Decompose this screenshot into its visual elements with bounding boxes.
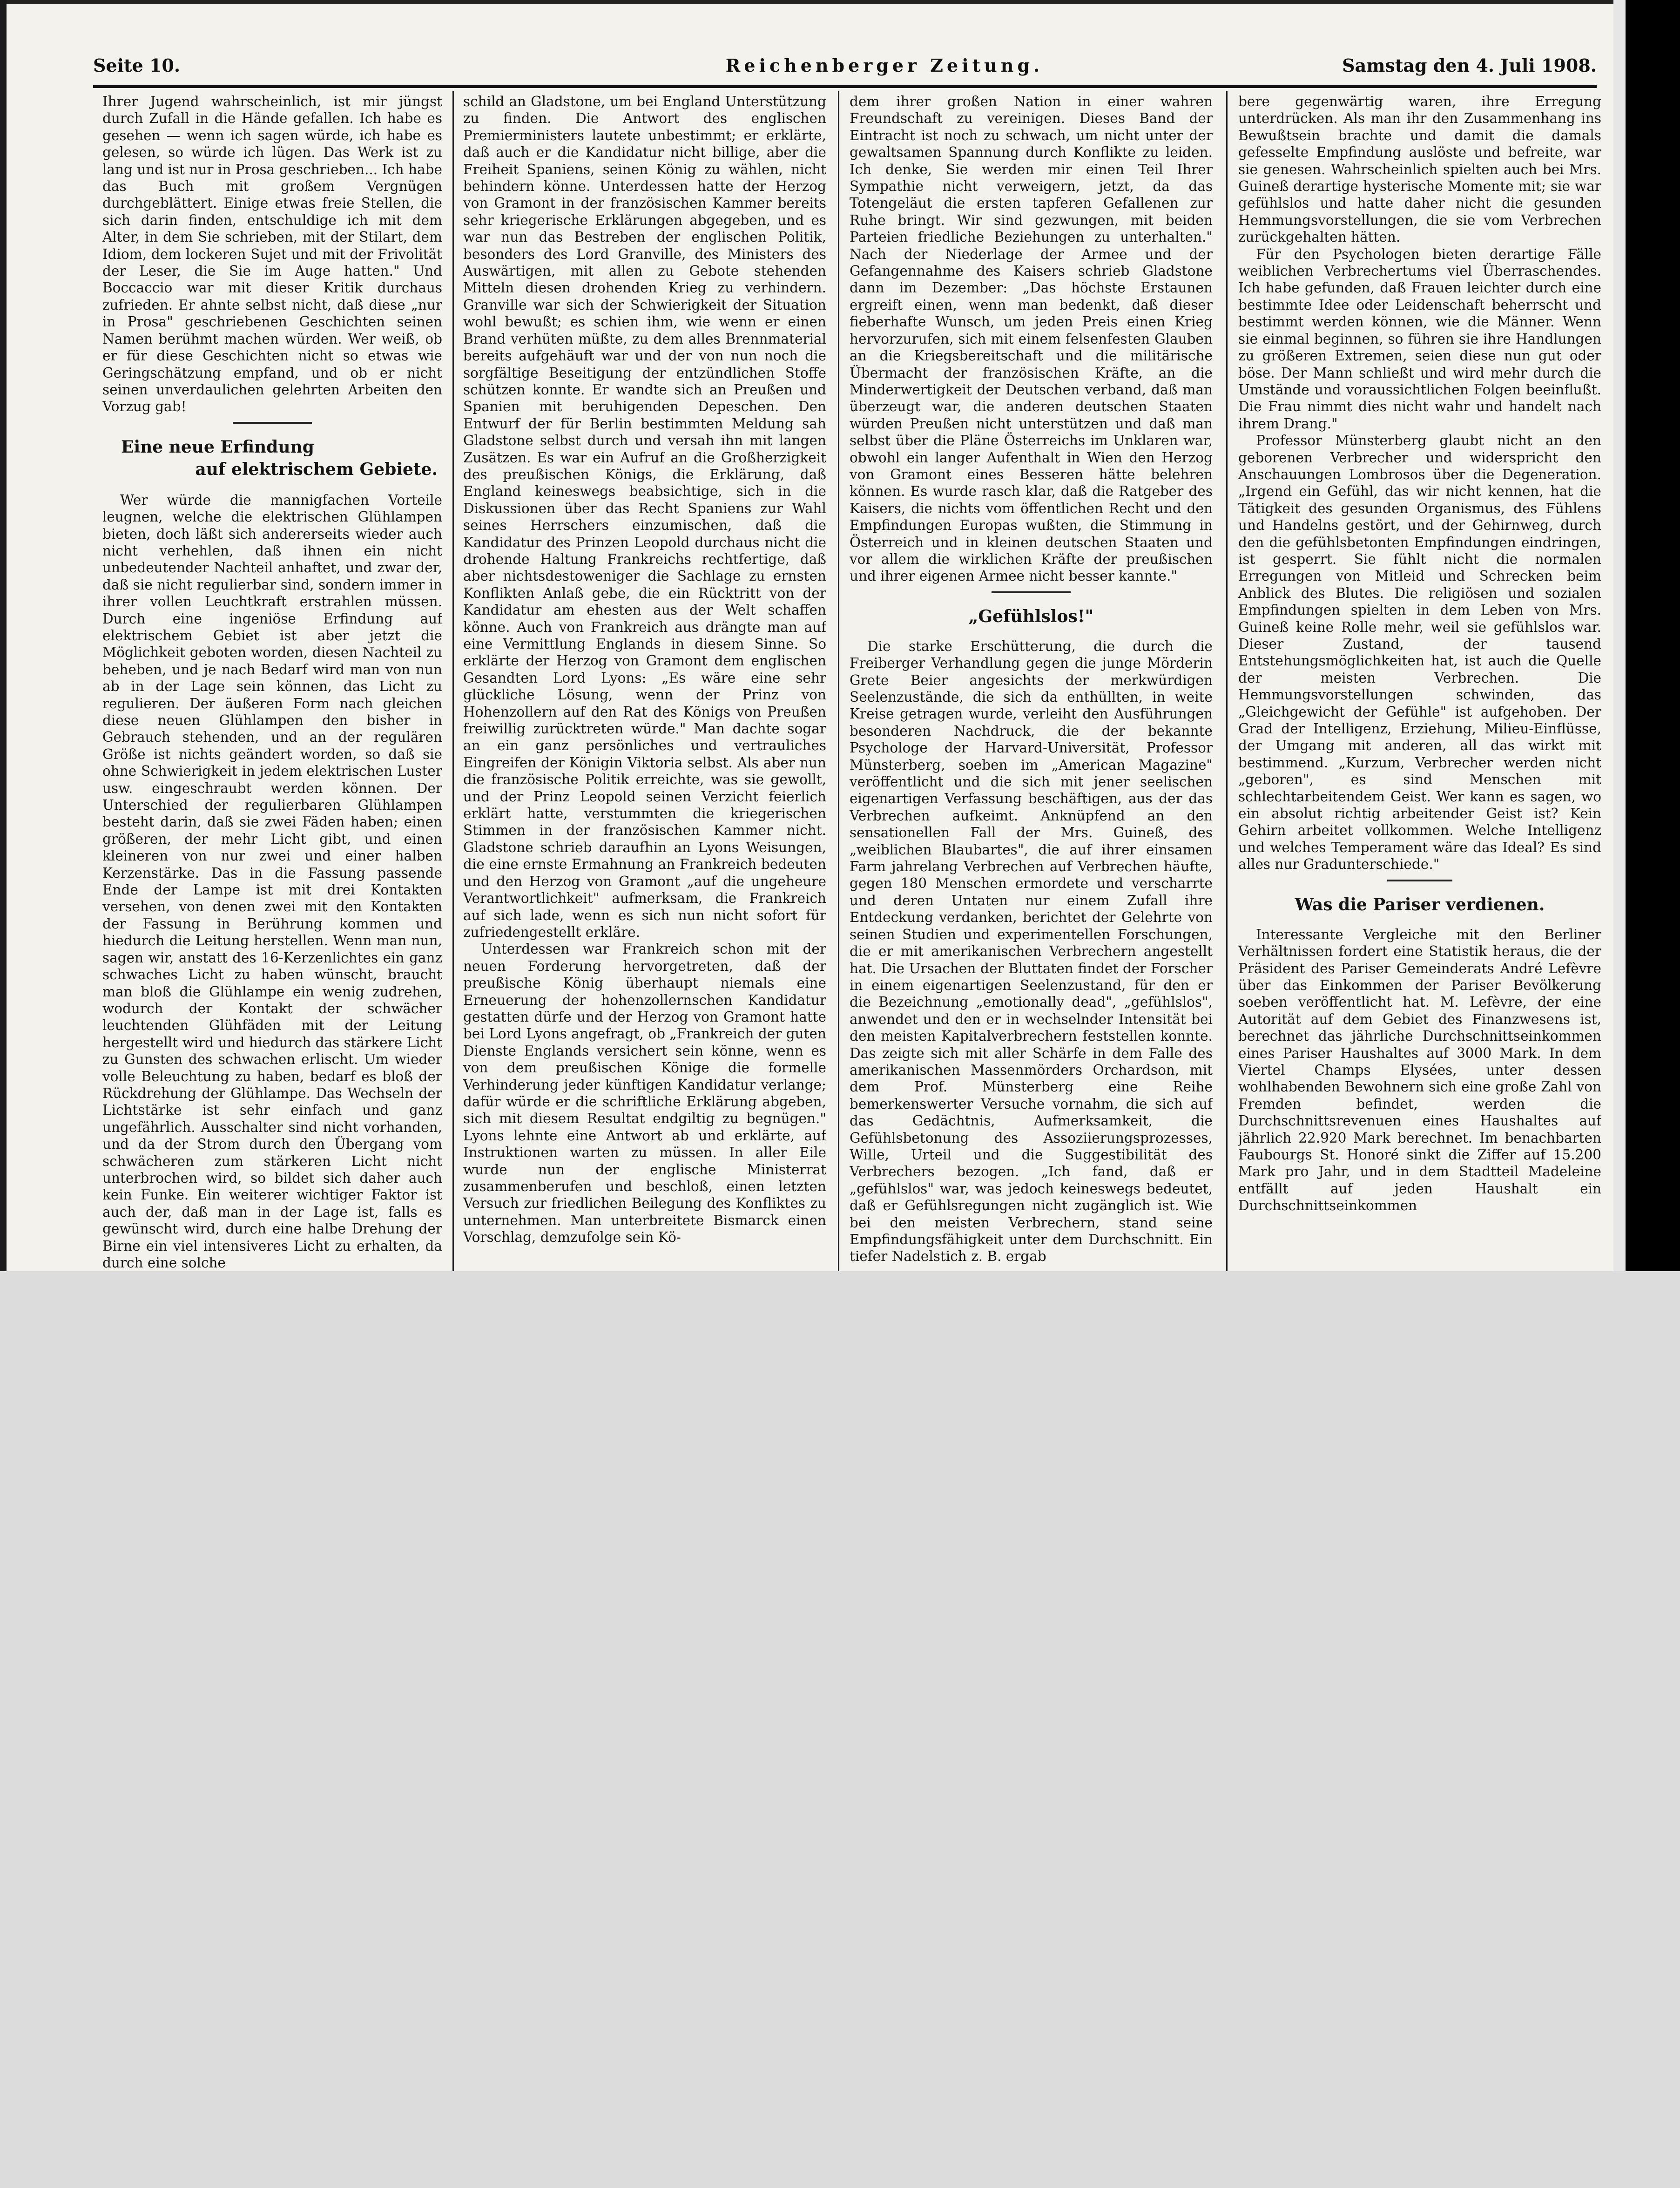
article-paragraph: Wer würde die mannigfachen Vorteile leugnen, welche die elektrischen Glühlampen bieten, doch läßt sich andererseits wieder auch nicht verhehlen, daß ihnen ein nicht unbedeutender Nachteil anhaftet, und zwar der, daß sie nicht regulierbar sind, sondern immer in ihrer vollen Leuchtkraft erstrahlen müssen. Durch eine ingeniöse Erfindung auf elektrischem Gebiet ist aber jetzt die Möglichkeit geboten worden, diesen Nachteil zu beheben, und je nach Bedarf wird man von nun ab in der Lage sein können, das Licht zu regulieren. Der äußeren Form nach gleichen diese neuen Glühlampen den bisher in Gebrauch stehenden, und an der regulären Größe ist nichts geändert worden, so daß sie ohne Schwierigkeit in jedem elektrischen Luster usw. eingeschraubt werden können. Der Unterschied der regulierbaren Glühlampen besteht darin, daß sie zwei Fäden haben; einen größeren, der mehr Licht gibt, und einen kleineren von nur zwei und einer halben Kerzenstärke. Das in die Fassung passende Ende der Lampe ist mit drei Kontakten versehen, von denen zwei mit den Kontakten der Fassung in Berührung kommen und hiedurch die Leitung herstellen. Wenn man nun, sagen wir, anstatt des 16-Kerzenlichtes ein ganz schwaches Licht zu haben wünscht, braucht man bloß die Glühlampe ein wenig zudrehen, wodurch der Kontakt der schwächer leuchtenden Glühfäden mit der Leitung hergestellt wird und hiedurch das stärkere Licht zu Gunsten des schwachen erlischt. Um wieder volle Beleuchtung zu haben, bedarf es bloß der Rückdrehung der Glühlampe. Das Wechseln der Lichtstärke ist sehr einfach und ganz ungefährlich. Ausschalter sind nicht vorhanden, und da der Strom durch den Übergang vom schwächeren zum stärkeren Licht nicht unterbrochen wird, so bildet sich daher auch kein Funke. Ein weiterer wichtiger Faktor ist auch der, daß man in der Lage ist, falls es gewünscht wird, durch eine halbe Drehung der Birne ein viel intensiveres Licht zu erhalten, da durch eine solche <box>102 492 442 1271</box>
article-heading: „Gefühlslos!" <box>968 606 1094 626</box>
newspaper-title: Reichenberger Zeitung. <box>725 55 1044 76</box>
article-paragraph: Unterdessen war Frankreich schon mit der neuen Forderung hervorgetreten, daß der preußische König überhaupt niemals eine Erneuerung der hohenzollernschen Kandidatur gestatten dürfe und der Herzog von Gramont hatte bei Lord Lyons angefragt, ob „Frankreich der guten Dienste Englands versichert sein könne, wenn es von dem preußischen Könige die formelle Verhinderung jeder künftigen Kandidatur verlange; dafür würde er die schriftliche Erklärung abgeben, sich mit diesem Resultat endgiltig zu begnügen." Lyons lehnte eine Antwort ab und erklärte, auf Instruktionen warten zu müssen. In aller Eile wurde nun der englische Ministerrat zusammenberufen und beschloß, einen letzten Versuch zur friedlichen Beilegung des Konfliktes zu unternehmen. Man unterbreitete Bismarck einen Vorschlag, demzufolge sein Kö- <box>463 941 826 1246</box>
column-divider <box>838 91 839 1271</box>
page-header <box>93 55 1597 81</box>
article-heading <box>102 436 442 481</box>
column-4 <box>1238 93 1601 1271</box>
article-paragraph: Interessante Vergleiche mit den Berliner Verhältnissen fordert eine Statistik heraus, die der Präsident des Pariser Gemeinderats André Lefèvre über das Einkommen der Pariser Bevölkerung soeben veröffentlicht hat. M. Lefèvre, der eine Autorität auf dem Gebiet des Finanzwesens ist, berechnet das jährliche Durchschnittseinkommen eines Pariser Haushaltes auf 3000 Mark. In dem Viertel Champs Elysées, unter dessen wohlhabenden Bewohnern sich eine große Zahl von Fremden befindet, werden die Durchschnittsrevenuen eines Haushaltes auf jährlich 22.920 Mark berechnet. Im benachbarten Faubourgs St. Honoré sinkt die Ziffer auf 15.200 Mark pro Jahr, und in dem Stadtteil Madeleine entfällt auf jeden Haushalt ein Durchschnittseinkommen <box>1238 926 1601 1214</box>
column-3 <box>850 93 1213 1271</box>
column-1 <box>102 93 442 1271</box>
article-heading-line: Eine neue Erfindung <box>121 437 314 457</box>
article-paragraph: Für den Psychologen bieten derartige Fälle weiblichen Verbrechertums viel Überraschendes. Ich habe gefunden, daß Frauen leichter durch eine bestimmte Idee oder Leidenschaft beherrscht und bestimmt werden können, wie die Männer. Wenn sie einmal beginnen, so führen sie ihre Handlungen zu größeren Extremen, seien diese nun gut oder böse. Der Mann schließt und wird mehr durch die Umstände und voraussichtlichen Folgen beeinflußt. Die Frau nimmt dies nicht wahr und handelt nach ihrem Drang." <box>1238 246 1601 432</box>
column-2 <box>463 93 826 1271</box>
header-rule <box>93 85 1597 88</box>
article-paragraph: bere gegenwärtig waren, ihre Erregung unterdrücken. Als man ihr den Zusammenhang ins Bewußtsein brachte und damit die damals gefesselte Empfindung auslöste und befreite, war sie genesen. Wahrscheinlich spielten auch bei Mrs. Guineß derartige hysterische Momente mit; sie war gefühlslos und hatte daher nicht die gesunden Hemmungsvorstellungen, die sie vom Verbrechen zurückgehalten hätten. <box>1238 94 1601 245</box>
scan-border-right <box>1613 0 1680 1271</box>
article-separator <box>233 422 312 424</box>
article-separator <box>1387 880 1452 881</box>
page-number: Seite 10. <box>93 55 181 76</box>
scan-top-edge <box>0 0 1613 4</box>
issue-date: Samstag den 4. Juli 1908. <box>1342 55 1597 76</box>
article-paragraph: Professor Münsterberg glaubt nicht an den geborenen Verbrecher und widerspricht den Anschauungen Lombrosos über die Degeneration. „Irgend ein Gefühl, das wir nicht kennen, hat die Tätigkeit des gesunden Organismus, des Fühlens und Handelns gestört, und der Gehirnweg, durch den die gefühlsbetonten Empfindungen eindringen, ist gesperrt. Sie fühlt nicht die normalen Erregungen von Mitleid und Schrecken beim Anblick des Blutes. Die religiösen und sozialen Empfindungen spielten in dem Leben von Mrs. Guineß keine Rolle mehr, weil sie gefühlslos war. Dieser Zustand, der tausend Entstehungsmöglichkeiten hat, ist auch die Quelle der meisten Verbrechen. Die Hemmungsvorstellungen schwinden, das „Gleichgewicht der Gefühle" ist aufgehoben. Der Grad der Intelligenz, Erziehung, Milieu-Einflüsse, der Umgang mit anderen, all das wirkt mit bestimmend. „Kurzum, Verbrecher werden nicht „geboren", es sind Menschen mit schlechtarbeitendem Geist. Wer kann es sagen, wo ein absolut richtig arbeitender Geist ist? Kein Gehirn arbeitet vollkommen. Welche Intelligenz und welches Temperament wäre das Ideal? Es sind alles nur Gradunterschiede." <box>1238 433 1601 873</box>
column-divider <box>1226 91 1228 1271</box>
scan-left-edge <box>0 0 7 1271</box>
article-paragraph: schild an Gladstone, um bei England Unterstützung zu finden. Die Antwort des englischen Premierministers lautete unbestimmt; er erklärte, daß auch er die Kandidatur nicht billige, aber die Freiheit Spaniens, seinen König zu wählen, nicht behindern könne. Unterdessen hatte der Herzog von Gramont in der französischen Kammer bereits sehr kriegerische Erklärungen abgegeben, und es war nun das Bestreben der englischen Politik, besonders des Lord Granville, des Ministers des Auswärtigen, mit allen zu Gebote stehenden Mitteln diesen drohenden Krieg zu verhindern. Granville war sich der Schwierigkeit der Situation wohl bewußt; es schien ihm, wie wenn er einen Brand verhüten müßte, zu dem alles Brennmaterial bereits aufgehäuft war und der von nun noch die sorgfältige Beseitigung der entzündlichen Stoffe schützen konnte. Er wandte sich an Preußen und Spanien mit beruhigenden Depeschen. Den Entwurf der für Berlin bestimmten Meldung sah Gladstone selbst durch und versah ihn mit langen Zusätzen. Es war ein Aufruf an die Großherzigkeit des preußischen Königs, die Erklärung, daß England keineswegs beabsichtige, sich in die Diskussionen über das Recht Spaniens zur Wahl seines Herrschers einzumischen, daß die Kandidatur des Prinzen Leopold durchaus nicht die drohende Haltung Frankreichs rechtfertige, daß aber nichtsdestoweniger die Sachlage zu ernsten Konflikten Anlaß gebe, die ein Rücktritt von der Kandidatur am ehesten aus der Welt schaffen könne. Auch von Frankreich aus drängte man auf eine Vermittlung Englands in diesem Sinne. So erklärte der Herzog von Gramont dem englischen Gesandten Lord Lyons: „Es wäre eine sehr glückliche Lösung, wenn der Prinz von Hohenzollern auf den Rat des Königs von Preußen freiwillig zurücktreten würde." Man dachte sogar an ein ganz persönliches und vertrauliches Eingreifen der Königin Viktoria selbst. Als aber nun die französische Politik erreichte, was sie gewollt, und der Prinz Leopold seinen Verzicht feierlich erklärt hatte, verstummten die kriegerischen Stimmen in der französischen Kammer nicht. Gladstone schrieb daraufhin an Lyons Weisungen, die eine ernste Ermahnung an Frankreich bedeuten und den Herzog von Gramont „auf die ungeheure Verantwortlichkeit" aufmerksam, die Frankreich auf sich lade, wenn es sich nun nicht sofort für zufriedengestellt erkläre. <box>463 94 826 940</box>
article-paragraph: Ihrer Jugend wahrscheinlich, ist mir jüngst durch Zufall in die Hände gefallen. Ich habe es gesehen — wenn ich sagen würde, ich habe es gelesen, so würde ich lügen. Das Werk ist zu lang und ist nur in Prosa geschrieben... Ich habe das Buch mit großem Vergnügen durchgeblättert. Einige etwas freie Stellen, die sich darin finden, entschuldige ich mit dem Alter, in dem Sie schrieben, mit der Stilart, dem Idiom, dem lockeren Sujet und mit der Frivolität der Leser, die Sie im Auge hatten." Und Boccaccio war mit dieser Kritik durchaus zufrieden. Er ahnte selbst nicht, daß diese „nur in Prosa" geschriebenen Geschichten seinen Namen berühmt machen würden. Wer weiß, ob er für diese Geschichten nicht so etwas wie Geringschätzung empfand, und ob er nicht seinen unverdaulichen gelehrten Arbeiten den Vorzug gab! <box>102 94 442 415</box>
article-heading-line: auf elektrischem Gebiete. <box>195 459 438 479</box>
article-separator <box>992 591 1071 593</box>
article-heading: Was die Pariser verdienen. <box>1295 894 1545 914</box>
scan-border-strip <box>1613 0 1626 1271</box>
article-paragraph: dem ihrer großen Nation in einer wahren Freundschaft zu vereinigen. Dieses Band der Eintracht ist noch zu schwach, um nicht unter der gewaltsamen Spannung durch Konflikte zu leiden. Ich denke, Sie werden mir einen Teil Ihrer Sympathie nicht verweigern, jetzt, da das Totengeläut die ersten tapferen Gefallenen zur Ruhe bringt. Wir sind gezwungen, mit beiden Parteien friedliche Beziehungen zu unterhalten." Nach der Niederlage der Armee und der Gefangennahme des Kaisers schrieb Gladstone dann im Dezember: „Das höchste Erstaunen ergreift einen, wenn man bedenkt, daß dieser fieberhafte Wunsch, um jeden Preis einen Krieg hervorzurufen, sich mit einem felsenfesten Glauben an die Kriegsbereitschaft und die militärische Übermacht der französischen Kräfte, an die Minderwertigkeit der Deutschen verband, daß man überzeugt war, die anderen deutschen Staaten würden Preußen nicht unterstützen und daß man selbst über die Pläne Österreichs im Unklaren war, obwohl ein langer Aufenthalt in Wien den Herzog von Gramont eines Besseren hätte belehren können. Es wurde rasch klar, daß die Ratgeber des Kaisers, die nichts vom öffentlichen Recht und den Empfindungen Europas wußten, die Stimmung in Österreich und in kleinen deutschen Staaten und vor allem die wirklichen Kräfte der preußischen und ihrer eigenen Armee nicht besser kannte." <box>850 94 1213 584</box>
article-paragraph: Die starke Erschütterung, die durch die Freiberger Verhandlung gegen die junge Mörderin Grete Beier angesichts der merkwürdigen Seelenzustände, die sich da enthüllten, in weite Kreise getragen wurde, verleiht den Ausführungen besonderen Nachdruck, die der bekannte Psychologe der Harvard-Universität, Professor Münsterberg, soeben im „American Magazine" veröffentlicht und die sich mit jener seelischen eigenartigen Verfassung beschäftigen, aus der das Verbrechen aufkeimt. Anknüpfend an den sensationellen Fall der Mrs. Guineß, des „weiblichen Blaubartes", die auf ihrer einsamen Farm jahrelang Verbrechen auf Verbrechen häufte, gegen 180 Menschen ermordete und verscharrte und deren Untaten nur einem Zufall ihre Entdeckung verdanken, berichtet der Gelehrte von seinen Studien und experimentellen Forschungen, die er mit amerikanischen Verbrechern angestellt hat. Die Ursachen der Bluttaten findet der Forscher in einem eigenartigen Seelenzustand, für den er die Bezeichnung „emotionally dead", „gefühlslos", anwendet und den er in wechselnder Intensität bei den meisten Kapitalverbrechern feststellen konnte. Das zeigte sich mit aller Schärfe in dem Falle des amerikanischen Massenmörders Orchardson, mit dem Prof. Münsterberg eine Reihe bemerkenswerter Versuche vornahm, die sich auf das Gedächtnis, Aufmerksamkeit, die Gefühlsbetonung des Assoziierungsprozesses, Wille, Urteil und die Suggestibilität des Verbrechers bezogen. „Ich fand, daß er „gefühlslos" war, was jedoch keineswegs bedeutet, daß er Gefühlsregungen nicht zugänglich ist. Wie bei den meisten Verbrechern, stand seine Empfindungsfähigkeit unter dem Durchschnitt. Ein tiefer Nadelstich z. B. ergab <box>850 638 1213 1265</box>
column-divider <box>452 91 454 1271</box>
